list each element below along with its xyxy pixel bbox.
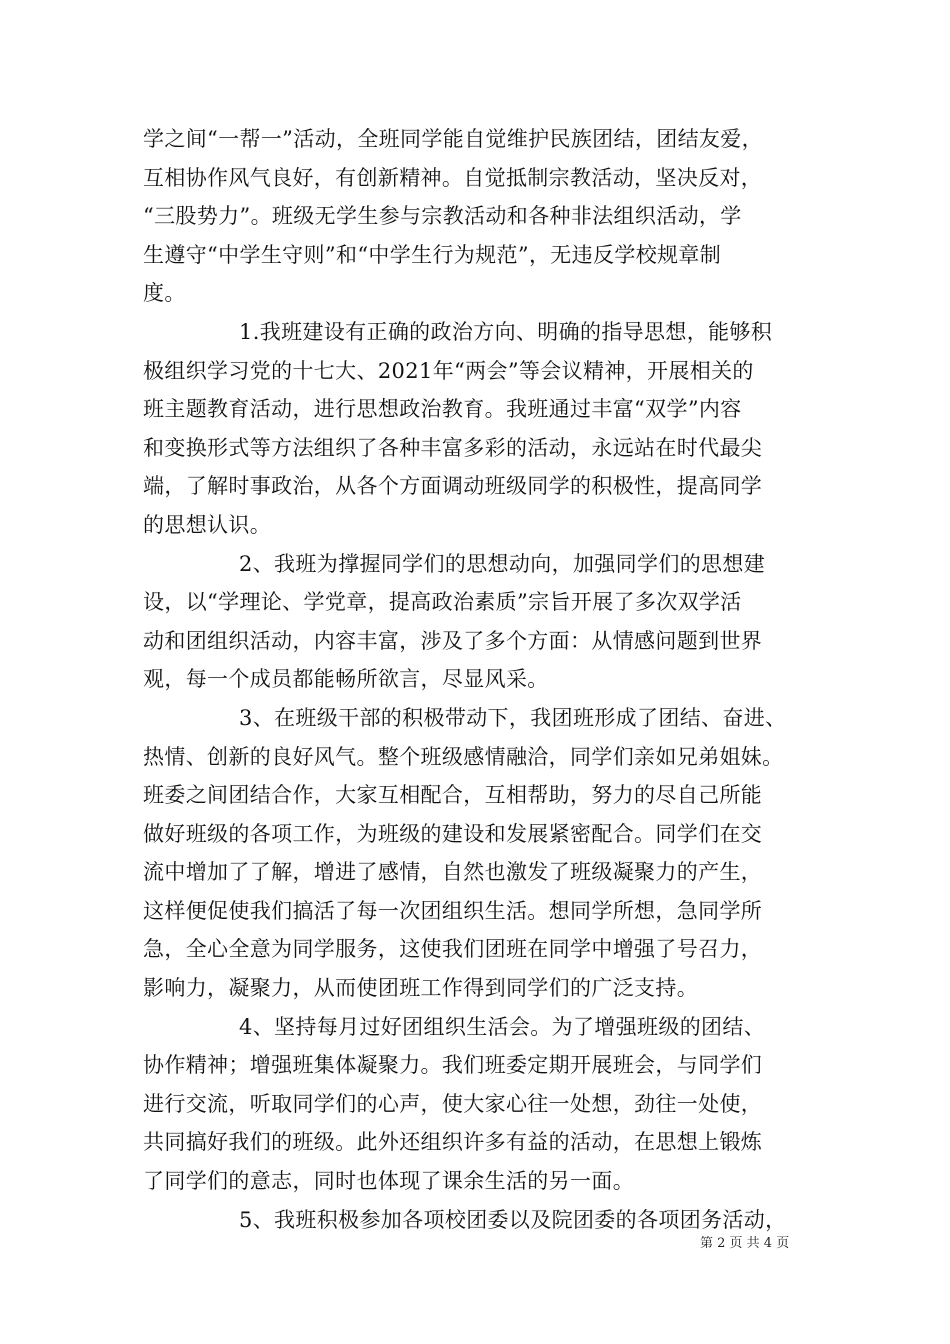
text-line: 观，每一个成员都能畅所欲言，尽显风采。	[143, 667, 549, 692]
text-line: 共同搞好我们的班级。此外还组织许多有益的活动，在思想上锻炼	[143, 1130, 763, 1155]
text-line: 协作精神；增强班集体凝聚力。我们班委定期开展班会，与同学们	[143, 1053, 763, 1078]
text-line: 热情、创新的良好风气。整个班级感情融洽，同学们亲如兄弟姐妹。	[143, 744, 784, 769]
paragraph-first-line: 1.我班建设有正确的政治方向、明确的指导思想，能够积	[239, 319, 773, 344]
text-line: 这样便促使我们搞活了每一次团组织生活。想同学所想，急同学所	[143, 898, 763, 923]
paragraph-first-line: 3、在班级干部的积极带动下，我团班形成了团结、奋进、	[239, 705, 787, 730]
text-line: 极组织学习党的十七大、2021年“两会”等会议精神，开展相关的	[143, 358, 754, 383]
text-line: 生遵守“中学生守则”和“中学生行为规范”，无违反学校规章制	[143, 242, 722, 267]
text-line: 和变换形式等方法组织了各种丰富多彩的活动，永远站在时代最尖	[143, 435, 763, 460]
paragraph-first-line: 2、我班为撑握同学们的思想动向，加强同学们的思想建	[239, 551, 766, 576]
text-line: 互相协作风气良好，有创新精神。自觉抵制宗教活动，坚决反对，	[143, 165, 763, 190]
text-line: 班主题教育活动，进行思想政治教育。我班通过丰富“双学”内容	[143, 397, 742, 422]
text-line: 学之间“一帮一”活动，全班同学能自觉维护民族团结，团结友爱，	[143, 127, 763, 151]
text-line: 影响力，凝聚力，从而使团班工作得到同学们的广泛支持。	[143, 976, 699, 1001]
text-line: 度。	[143, 281, 186, 306]
text-line: 流中增加了了解，增进了感情，自然也激发了班级凝聚力的产生，	[143, 860, 763, 885]
text-line: 了同学们的意志，同时也体现了课余生活的另一面。	[143, 1169, 635, 1194]
page-number: 第 2 页 共 4 页	[700, 1236, 790, 1251]
text-line: 班委之间团结合作，大家互相配合，互相帮助，努力的尽自己所能	[143, 783, 763, 808]
text-line: “三股势力”。班级无学生参与宗教活动和各种非法组织活动，学	[143, 204, 742, 229]
text-line: 设，以“学理论、学党章，提高政治素质”宗旨开展了多次双学活	[143, 590, 742, 615]
paragraph-first-line: 4、坚持每月过好团组织生活会。为了增强班级的团结、	[239, 1014, 766, 1039]
paragraph-first-line: 5、我班积极参加各项校团委以及院团委的各项团务活动，	[239, 1207, 787, 1232]
text-line: 端，了解时事政治，从各个方面调动班级同学的积极性，提高同学	[143, 474, 763, 499]
document-body	[143, 120, 823, 1239]
text-line: 的思想认识。	[143, 512, 272, 537]
text-line: 做好班级的各项工作，为班级的建设和发展紧密配合。同学们在交	[143, 821, 763, 846]
text-line: 动和团组织活动，内容丰富，涉及了多个方面：从情感问题到世界	[143, 628, 763, 653]
text-line: 进行交流，听取同学们的心声，使大家心往一处想，劲往一处使，	[143, 1091, 763, 1116]
text-line: 急，全心全意为同学服务，这使我们团班在同学中增强了号召力，	[143, 937, 763, 962]
